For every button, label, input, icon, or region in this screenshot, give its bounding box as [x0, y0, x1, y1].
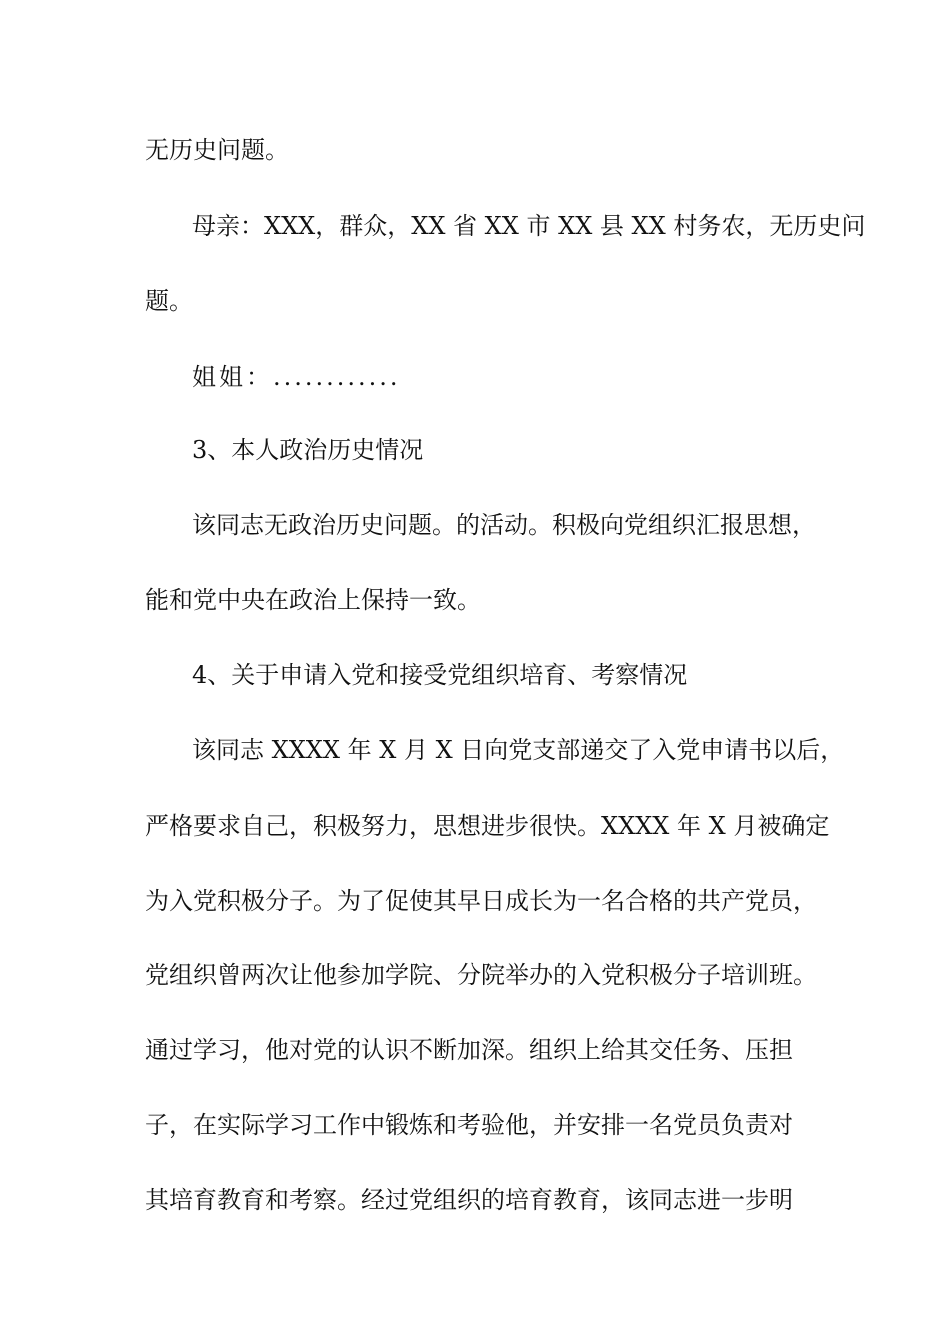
text-line: 能和党中央在政治上保持一致。: [145, 586, 481, 614]
text-line: 为入党积极分子。为了促使其早日成长为一名合格的共产党员，: [145, 887, 817, 915]
text-line: 该同志无政治历史问题。的活动。积极向党组织汇报思想，: [192, 511, 816, 539]
text-line: 子，在实际学习工作中锻炼和考验他，并安排一名党员负责对: [145, 1111, 793, 1139]
section-heading: 4、关于申请入党和接受党组织培育、考察情况: [192, 661, 688, 689]
text-line: 该同志 XXXX 年 X 月 X 日向党支部递交了入党申请书以后，: [192, 736, 845, 764]
text-line: 无历史问题。: [145, 136, 289, 164]
text-line: 通过学习，他对党的认识不断加深。组织上给其交任务、压担: [145, 1036, 793, 1064]
text-line: 姐姐：............: [192, 363, 401, 391]
text-line: 其培育教育和考察。经过党组织的培育教育，该同志进一步明: [145, 1186, 793, 1214]
text-line: 党组织曾两次让他参加学院、分院举办的入党积极分子培训班。: [145, 961, 817, 989]
section-heading: 3、本人政治历史情况: [192, 436, 424, 464]
text-line: 题。: [145, 287, 193, 315]
text-line: 母亲：XXX，群众，XX 省 XX 市 XX 县 XX 村务农，无历史问: [192, 212, 866, 240]
text-line: 严格要求自己，积极努力，思想进步很快。XXXX 年 X 月被确定: [145, 812, 830, 840]
